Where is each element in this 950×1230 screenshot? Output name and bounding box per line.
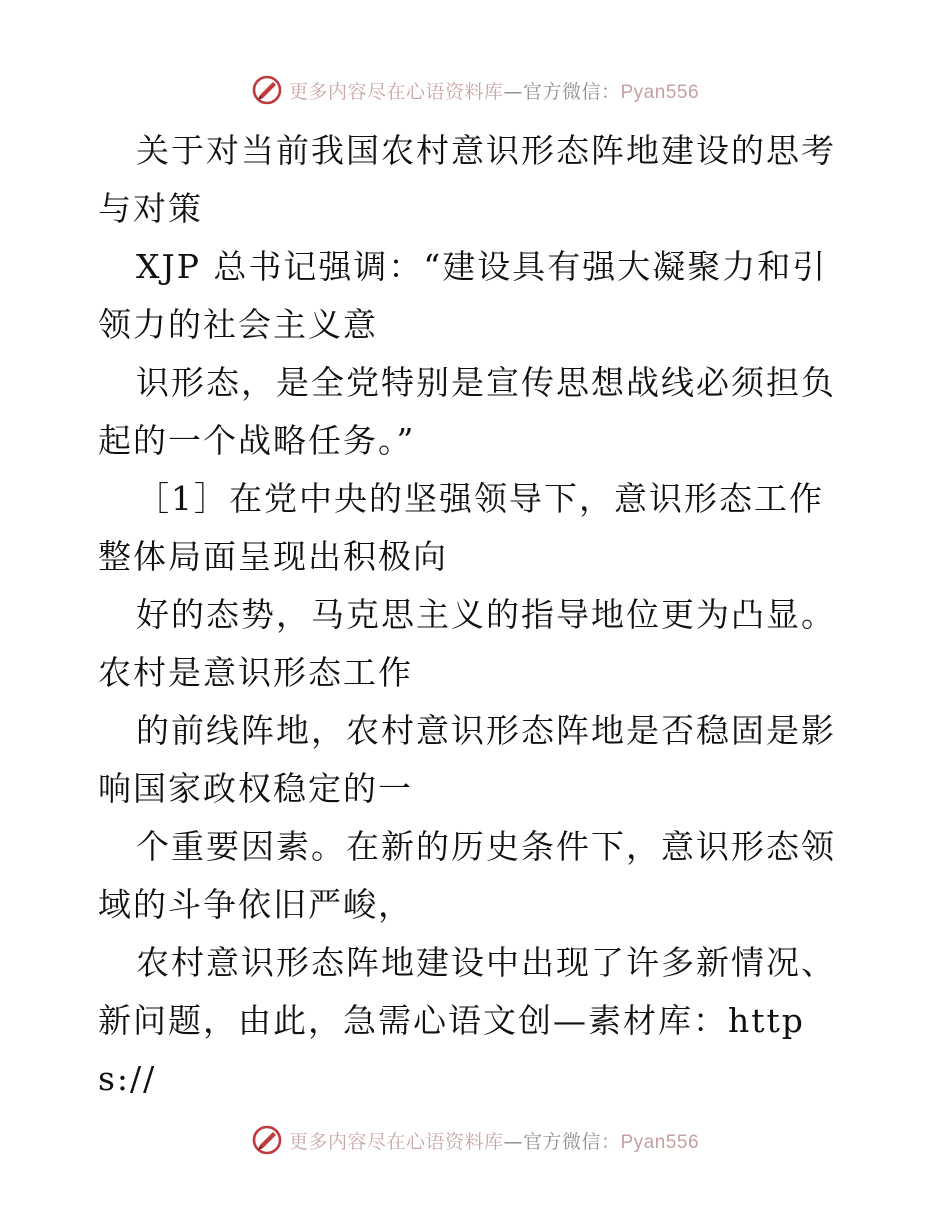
document-paragraph: 个重要因素。在新的历史条件下，意识形态领域的斗争依旧严峻， (98, 827, 836, 924)
document-paragraph: 识形态，是全党特别是宣传思想战线必须担负起的一个战略任务。” (98, 363, 836, 460)
watermark-dash: — (503, 80, 523, 103)
watermark-text (289, 77, 699, 104)
watermark-label: 官方微信： (522, 80, 621, 103)
document-paragraph: 的前线阵地，农村意识形态阵地是否稳固是影响国家政权稳定的一 (98, 711, 836, 808)
watermark-wechat-id: Pyan556 (620, 1131, 700, 1153)
watermark-main-text: 更多内容尽在心语资料库 (288, 1130, 504, 1153)
document-body (98, 122, 858, 1108)
watermark-dash: — (503, 1130, 523, 1153)
header-watermark-banner (0, 70, 950, 110)
document-paragraph: ［1］在党中央的坚强领导下，意识形态工作整体局面呈现出积极向 (98, 479, 824, 576)
watermark-main-text: 更多内容尽在心语资料库 (288, 80, 504, 103)
footer-watermark-banner (0, 1120, 950, 1160)
document-paragraph: 关于对当前我国农村意识形态阵地建设的思考与对策 (98, 131, 836, 228)
brand-logo-icon (251, 1124, 283, 1156)
document-paragraph: 农村意识形态阵地建设中出现了许多新情况、新问题，由此，急需心语文创—素材库：https:// (98, 943, 836, 1098)
document-paragraph: 好的态势，马克思主义的指导地位更为凸显。农村是意识形态工作 (98, 595, 836, 692)
brand-logo-icon (251, 74, 283, 106)
watermark-wechat-id: Pyan556 (620, 81, 700, 103)
document-paragraph: XJP 总书记强调：“建设具有强大凝聚力和引领力的社会主义意 (98, 247, 828, 344)
watermark-label: 官方微信： (522, 1130, 621, 1153)
watermark-text (289, 1127, 699, 1154)
